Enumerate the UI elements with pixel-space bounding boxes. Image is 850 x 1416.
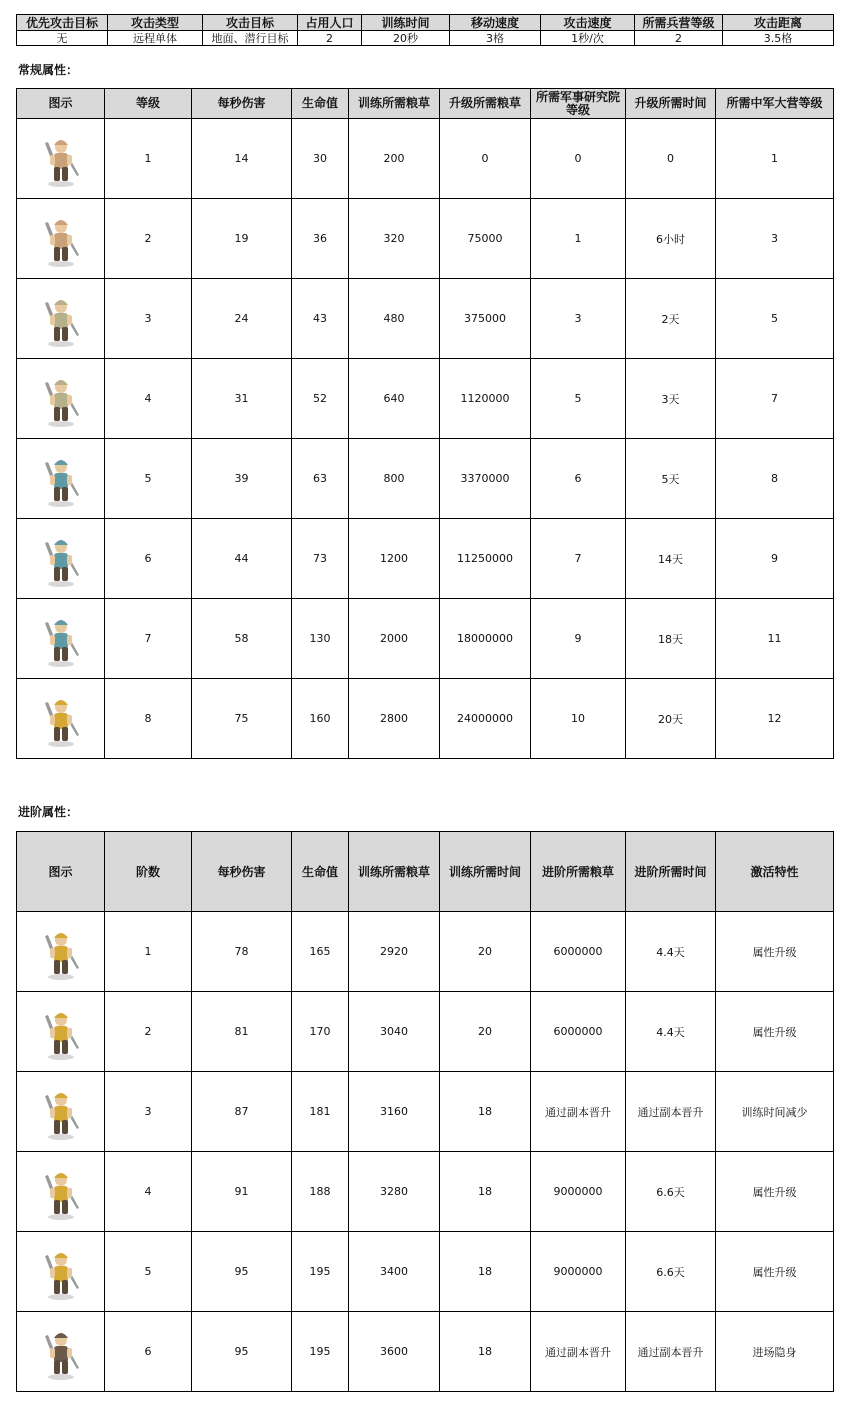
table-row: [17, 1232, 834, 1312]
unit-sprite-icon: [17, 922, 104, 982]
table-cell: 18: [440, 1232, 531, 1312]
table-cell: 4: [105, 1152, 192, 1232]
table-row: [17, 1072, 834, 1152]
table-cell: 11: [716, 599, 834, 679]
unit-sprite-icon: [17, 1082, 104, 1142]
table-cell: 3: [716, 199, 834, 279]
icon-cell: [17, 279, 105, 359]
unit-sprite-icon: [17, 1242, 104, 1302]
table-cell: 7: [716, 359, 834, 439]
table-cell: 43: [292, 279, 349, 359]
table-cell: 1: [105, 119, 192, 199]
unit-sprite-icon: [17, 369, 104, 429]
summary-header-cell: 优先攻击目标: [17, 15, 108, 31]
summary-value-cell: 无: [17, 31, 108, 46]
table-cell: 81: [192, 992, 292, 1072]
table-cell: 3: [105, 279, 192, 359]
table-cell: 5: [105, 439, 192, 519]
table-cell: 通过副本晋升: [531, 1312, 626, 1392]
normal-header-cell: 所需中军大营等级: [716, 89, 834, 119]
table-cell: 3370000: [440, 439, 531, 519]
table-cell: 4.4天: [626, 992, 716, 1072]
table-cell: 30: [292, 119, 349, 199]
normal-header-cell: 训练所需粮草: [349, 89, 440, 119]
table-cell: 95: [192, 1312, 292, 1392]
table-cell: 24000000: [440, 679, 531, 759]
table-cell: 18天: [626, 599, 716, 679]
table-cell: 18000000: [440, 599, 531, 679]
advanced-header-cell: 进阶所需时间: [626, 832, 716, 912]
normal-header-cell: 图示: [17, 89, 105, 119]
table-cell: 20: [440, 992, 531, 1072]
table-cell: 320: [349, 199, 440, 279]
table-cell: 2920: [349, 912, 440, 992]
advanced-attributes-table: [16, 831, 834, 1392]
table-cell: 7: [531, 519, 626, 599]
table-cell: 9000000: [531, 1152, 626, 1232]
table-cell: 通过副本晋升: [626, 1072, 716, 1152]
table-cell: 181: [292, 1072, 349, 1152]
table-cell: 4: [105, 359, 192, 439]
icon-cell: [17, 439, 105, 519]
icon-cell: [17, 912, 105, 992]
table-cell: 9: [531, 599, 626, 679]
table-cell: 6000000: [531, 992, 626, 1072]
table-cell: 5: [105, 1232, 192, 1312]
table-row: [17, 359, 834, 439]
table-cell: 0: [626, 119, 716, 199]
unit-sprite-icon: [17, 529, 104, 589]
table-cell: 2: [105, 992, 192, 1072]
normal-header-cell: 生命值: [292, 89, 349, 119]
advanced-header-cell: 阶数: [105, 832, 192, 912]
table-cell: 18: [440, 1072, 531, 1152]
table-row: [17, 679, 834, 759]
normal-header-cell: 每秒伤害: [192, 89, 292, 119]
summary-value-cell: 20秒: [362, 31, 450, 46]
advanced-header-row: [17, 832, 834, 912]
table-row: [17, 279, 834, 359]
table-cell: 73: [292, 519, 349, 599]
table-row: [17, 439, 834, 519]
table-cell: 3400: [349, 1232, 440, 1312]
table-cell: 480: [349, 279, 440, 359]
table-cell: 3: [105, 1072, 192, 1152]
summary-header-cell: 所需兵营等级: [635, 15, 723, 31]
table-cell: 3280: [349, 1152, 440, 1232]
table-cell: 0: [531, 119, 626, 199]
normal-header-cell: 升级所需粮草: [440, 89, 531, 119]
table-cell: 4.4天: [626, 912, 716, 992]
advanced-header-cell: 激活特性: [716, 832, 834, 912]
table-cell: 属性升级: [716, 992, 834, 1072]
summary-header-cell: 训练时间: [362, 15, 450, 31]
table-cell: 3: [531, 279, 626, 359]
table-cell: 58: [192, 599, 292, 679]
summary-header-cell: 攻击目标: [203, 15, 298, 31]
summary-header-cell: 移动速度: [450, 15, 541, 31]
summary-value-cell: 3.5格: [723, 31, 834, 46]
table-cell: 3160: [349, 1072, 440, 1152]
table-cell: 通过副本晋升: [626, 1312, 716, 1392]
table-cell: 6.6天: [626, 1232, 716, 1312]
normal-header-cell: 所需军事研究院等级: [531, 89, 626, 119]
table-cell: 9000000: [531, 1232, 626, 1312]
table-cell: 5天: [626, 439, 716, 519]
table-cell: 9: [716, 519, 834, 599]
table-cell: 2天: [626, 279, 716, 359]
icon-cell: [17, 1072, 105, 1152]
table-cell: 属性升级: [716, 1152, 834, 1232]
table-cell: 160: [292, 679, 349, 759]
table-cell: 200: [349, 119, 440, 199]
table-cell: 78: [192, 912, 292, 992]
table-cell: 195: [292, 1312, 349, 1392]
normal-header-row: [17, 89, 834, 119]
table-cell: 2800: [349, 679, 440, 759]
table-row: [17, 119, 834, 199]
table-cell: 训练时间减少: [716, 1072, 834, 1152]
table-cell: 91: [192, 1152, 292, 1232]
table-cell: 6: [531, 439, 626, 519]
icon-cell: [17, 1152, 105, 1232]
section-title-advanced: 进阶属性：: [18, 805, 79, 819]
table-cell: 36: [292, 199, 349, 279]
unit-sprite-icon: [17, 209, 104, 269]
advanced-header-cell: 训练所需粮草: [349, 832, 440, 912]
table-cell: 20: [440, 912, 531, 992]
table-cell: 进场隐身: [716, 1312, 834, 1392]
table-cell: 7: [105, 599, 192, 679]
unit-sprite-icon: [17, 1002, 104, 1062]
icon-cell: [17, 199, 105, 279]
table-cell: 31: [192, 359, 292, 439]
table-cell: 5: [531, 359, 626, 439]
icon-cell: [17, 359, 105, 439]
table-cell: 1: [105, 912, 192, 992]
table-cell: 640: [349, 359, 440, 439]
summary-header-cell: 攻击速度: [541, 15, 635, 31]
table-row: [17, 199, 834, 279]
summary-value-cell: 3格: [450, 31, 541, 46]
advanced-header-cell: 图示: [17, 832, 105, 912]
table-cell: 14天: [626, 519, 716, 599]
advanced-header-cell: 进阶所需粮草: [531, 832, 626, 912]
table-cell: 0: [440, 119, 531, 199]
table-cell: 1200: [349, 519, 440, 599]
table-row: [17, 1312, 834, 1392]
summary-table: [16, 14, 834, 46]
table-row: [17, 519, 834, 599]
summary-value-cell: 地面、潜行目标: [203, 31, 298, 46]
table-row: [17, 912, 834, 992]
advanced-header-cell: 生命值: [292, 832, 349, 912]
normal-header-cell: 升级所需时间: [626, 89, 716, 119]
table-row: [17, 992, 834, 1072]
icon-cell: [17, 679, 105, 759]
table-cell: 属性升级: [716, 912, 834, 992]
table-cell: 通过副本晋升: [531, 1072, 626, 1152]
normal-header-cell: 等级: [105, 89, 192, 119]
table-cell: 3天: [626, 359, 716, 439]
icon-cell: [17, 992, 105, 1072]
table-cell: 14: [192, 119, 292, 199]
summary-header-row: [17, 15, 834, 31]
table-cell: 165: [292, 912, 349, 992]
table-cell: 130: [292, 599, 349, 679]
table-cell: 8: [716, 439, 834, 519]
unit-sprite-icon: [17, 609, 104, 669]
table-cell: 18: [440, 1312, 531, 1392]
table-cell: 2: [105, 199, 192, 279]
table-cell: 6.6天: [626, 1152, 716, 1232]
table-cell: 6: [105, 1312, 192, 1392]
table-cell: 170: [292, 992, 349, 1072]
unit-sprite-icon: [17, 449, 104, 509]
table-cell: 1: [531, 199, 626, 279]
table-cell: 11250000: [440, 519, 531, 599]
table-cell: 6: [105, 519, 192, 599]
table-cell: 75: [192, 679, 292, 759]
table-cell: 19: [192, 199, 292, 279]
advanced-header-cell: 每秒伤害: [192, 832, 292, 912]
table-cell: 24: [192, 279, 292, 359]
unit-sprite-icon: [17, 1162, 104, 1222]
advanced-header-cell: 训练所需时间: [440, 832, 531, 912]
unit-sprite-icon: [17, 1322, 104, 1382]
summary-header-cell: 攻击类型: [108, 15, 203, 31]
summary-value-cell: 2: [635, 31, 723, 46]
unit-sprite-icon: [17, 289, 104, 349]
table-cell: 1: [716, 119, 834, 199]
unit-sprite-icon: [17, 129, 104, 189]
table-cell: 10: [531, 679, 626, 759]
table-cell: 18: [440, 1152, 531, 1232]
summary-header-cell: 占用人口: [298, 15, 362, 31]
table-row: [17, 599, 834, 679]
table-cell: 63: [292, 439, 349, 519]
table-cell: 5: [716, 279, 834, 359]
table-cell: 3040: [349, 992, 440, 1072]
table-cell: 属性升级: [716, 1232, 834, 1312]
table-cell: 6000000: [531, 912, 626, 992]
table-cell: 87: [192, 1072, 292, 1152]
icon-cell: [17, 519, 105, 599]
table-cell: 75000: [440, 199, 531, 279]
table-cell: 8: [105, 679, 192, 759]
unit-sprite-icon: [17, 689, 104, 749]
table-row: [17, 1152, 834, 1232]
table-cell: 95: [192, 1232, 292, 1312]
table-cell: 20天: [626, 679, 716, 759]
section-title-normal: 常规属性：: [18, 63, 79, 77]
table-cell: 44: [192, 519, 292, 599]
table-cell: 188: [292, 1152, 349, 1232]
summary-header-cell: 攻击距离: [723, 15, 834, 31]
summary-value-row: [17, 31, 834, 46]
table-cell: 3600: [349, 1312, 440, 1392]
icon-cell: [17, 119, 105, 199]
icon-cell: [17, 1232, 105, 1312]
icon-cell: [17, 1312, 105, 1392]
summary-value-cell: 远程单体: [108, 31, 203, 46]
normal-attributes-table: [16, 88, 834, 759]
summary-value-cell: 1秒/次: [541, 31, 635, 46]
table-cell: 195: [292, 1232, 349, 1312]
table-cell: 1120000: [440, 359, 531, 439]
table-cell: 12: [716, 679, 834, 759]
icon-cell: [17, 599, 105, 679]
summary-value-cell: 2: [298, 31, 362, 46]
table-cell: 800: [349, 439, 440, 519]
table-cell: 375000: [440, 279, 531, 359]
table-cell: 2000: [349, 599, 440, 679]
table-cell: 52: [292, 359, 349, 439]
table-cell: 6小时: [626, 199, 716, 279]
table-cell: 39: [192, 439, 292, 519]
